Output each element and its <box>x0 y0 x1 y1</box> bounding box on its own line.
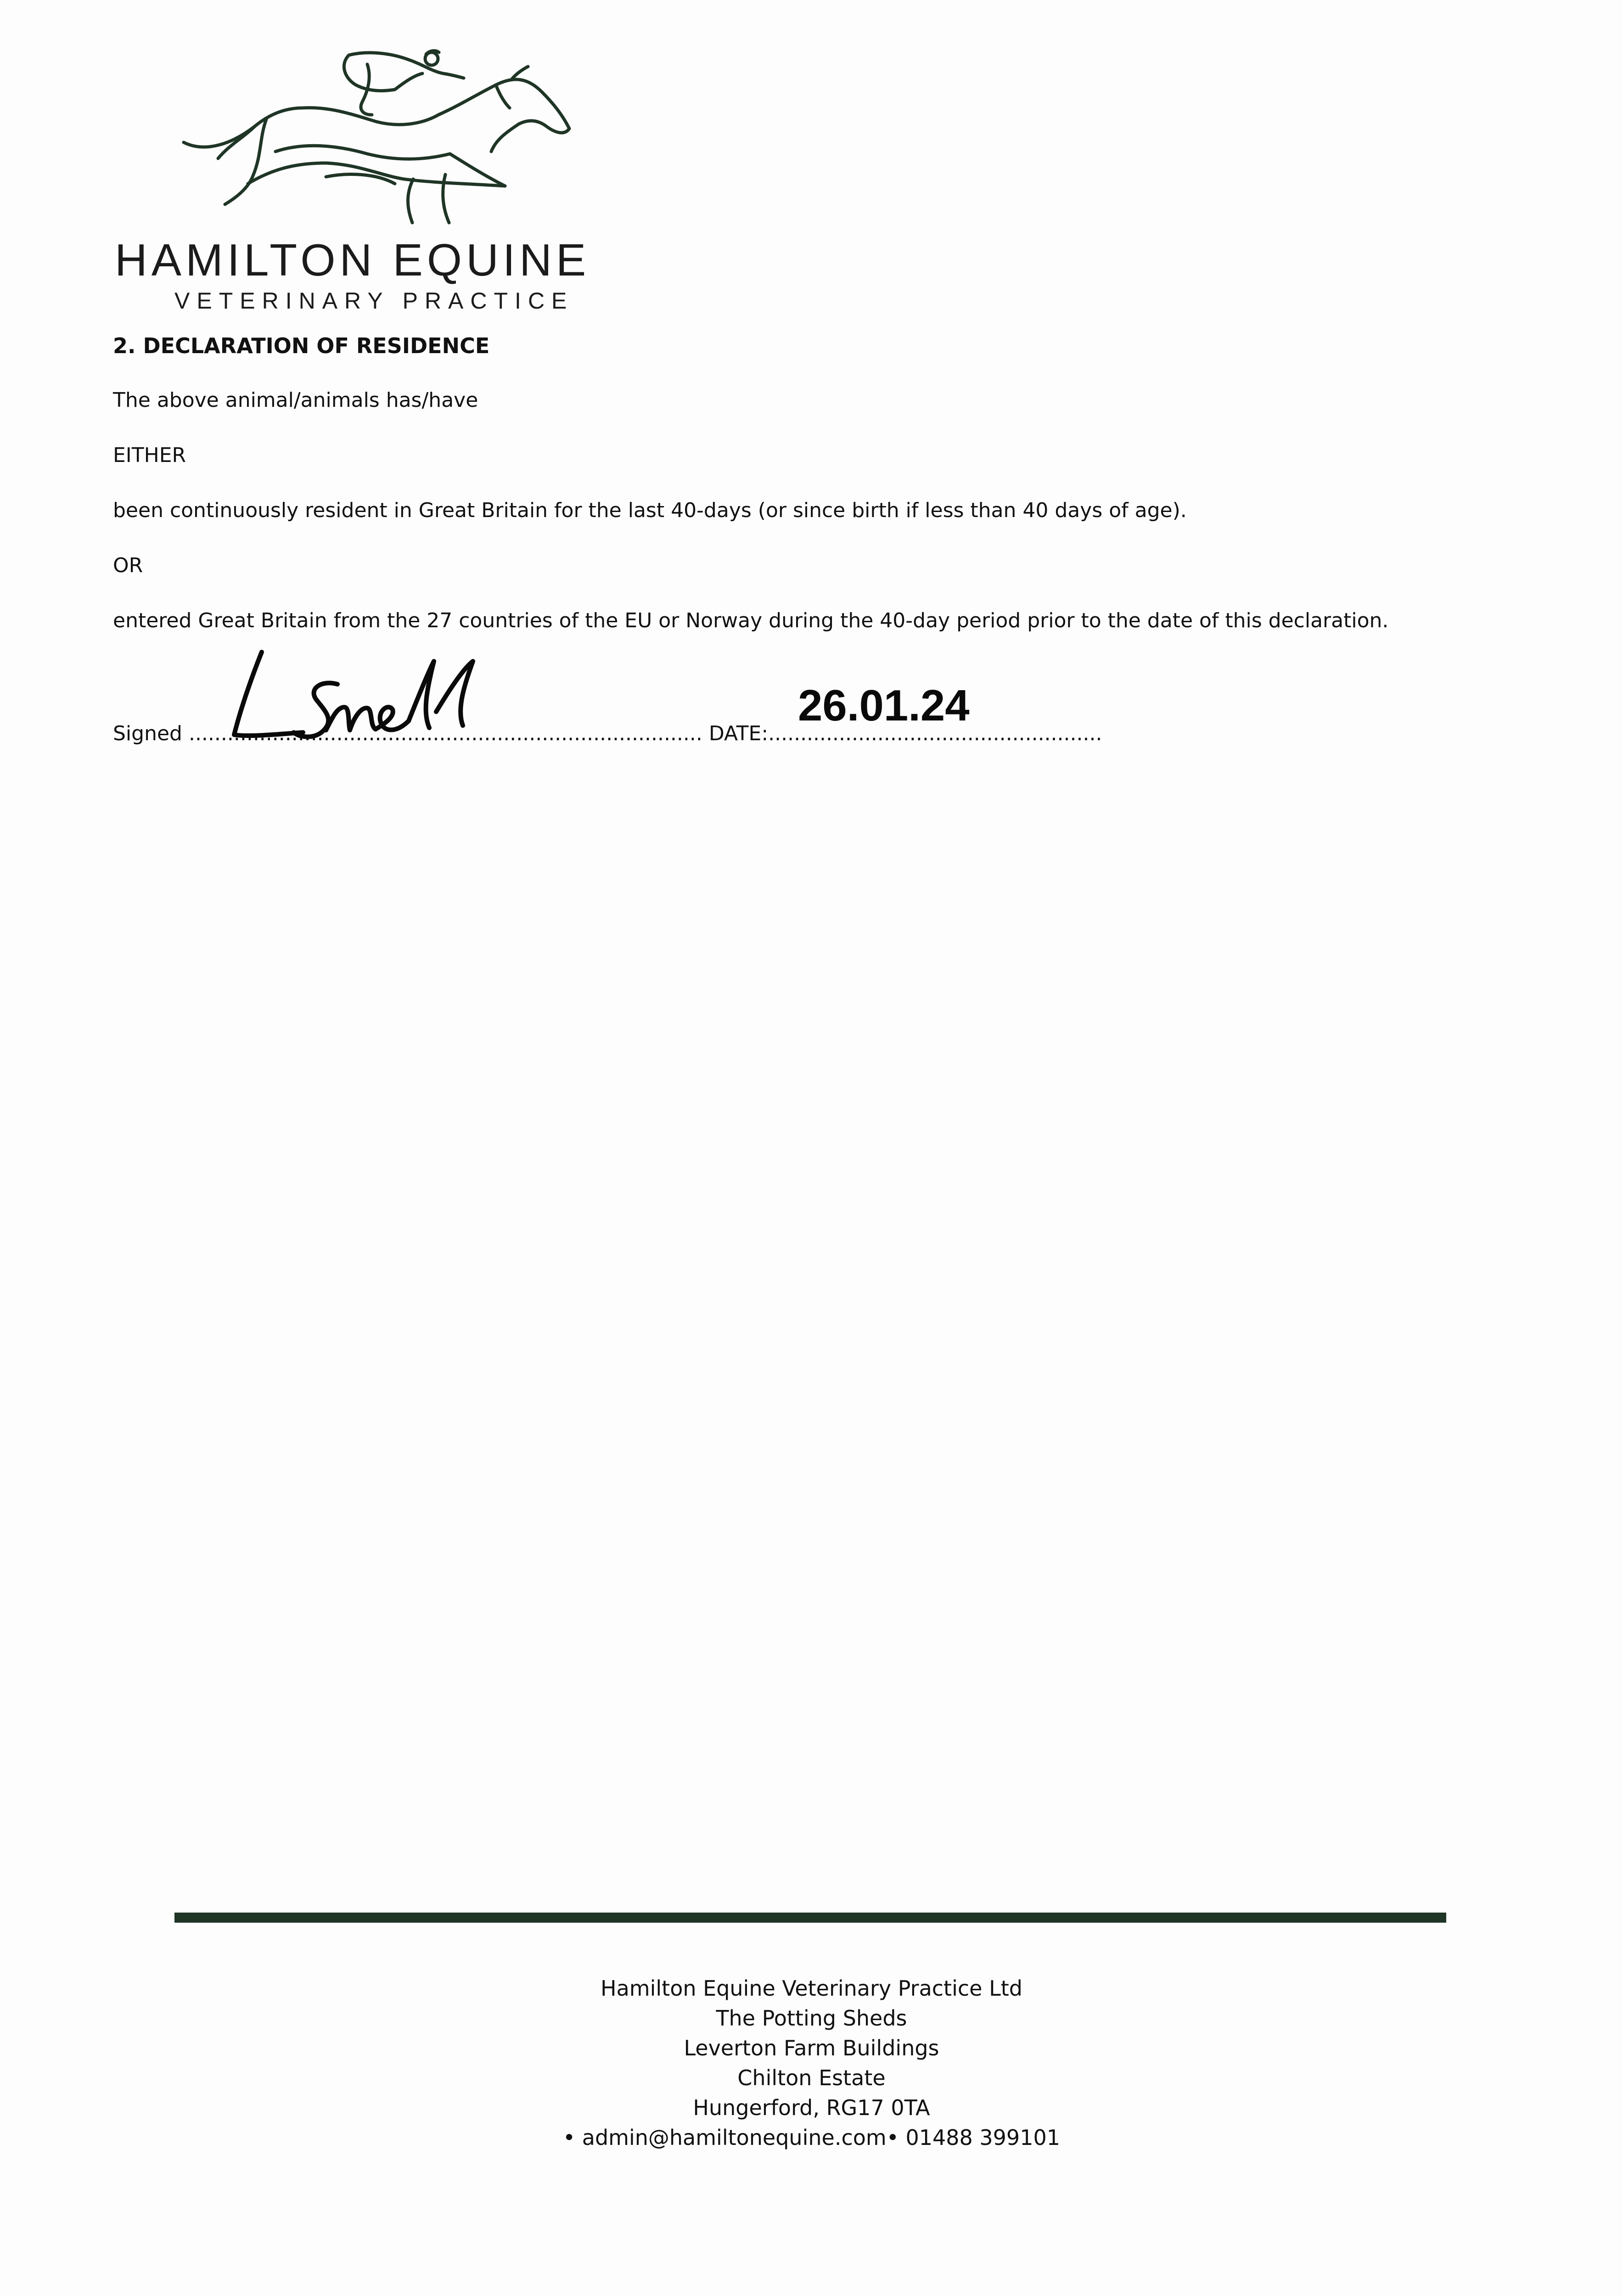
footer-address-line-3: Chilton Estate <box>737 2065 886 2090</box>
intro-text: The above animal/animals has/have <box>113 388 478 412</box>
logo-wordmark: HAMILTON EQUINE <box>115 235 590 285</box>
or-label: OR <box>113 554 143 577</box>
section-heading: 2. DECLARATION OF RESIDENCE <box>113 333 490 358</box>
footer-contact: • admin@hamiltonequine.com• 01488 399101 <box>563 2125 1060 2150</box>
logo-subtitle: VETERINARY PRACTICE <box>174 288 574 314</box>
option-resident-text: been continuously resident in Great Britain for the last 40-days (or since birth if less than 40 days of age). <box>113 499 1187 522</box>
either-label: EITHER <box>113 444 186 467</box>
signed-date-line: Signed ................................................................................ DATE:.................................................... <box>113 722 1102 745</box>
company-logo <box>110 46 643 321</box>
footer-address-line-1: The Potting Sheds <box>716 2006 907 2031</box>
option-entered-text: entered Great Britain from the 27 countries of the EU or Norway during the 40-day period prior to the date of this declaration. <box>113 609 1389 632</box>
footer-divider <box>174 1913 1446 1923</box>
footer-address <box>0 1974 1623 2153</box>
date-value: 26.01.24 <box>798 681 970 730</box>
racehorse-jockey-logo-icon <box>174 46 578 230</box>
footer-address-line-2: Leverton Farm Buildings <box>684 2036 939 2060</box>
handwritten-signature <box>230 643 542 753</box>
footer-address-line-4: Hungerford, RG17 0TA <box>693 2095 930 2120</box>
footer-company: Hamilton Equine Veterinary Practice Ltd <box>601 1976 1022 2001</box>
